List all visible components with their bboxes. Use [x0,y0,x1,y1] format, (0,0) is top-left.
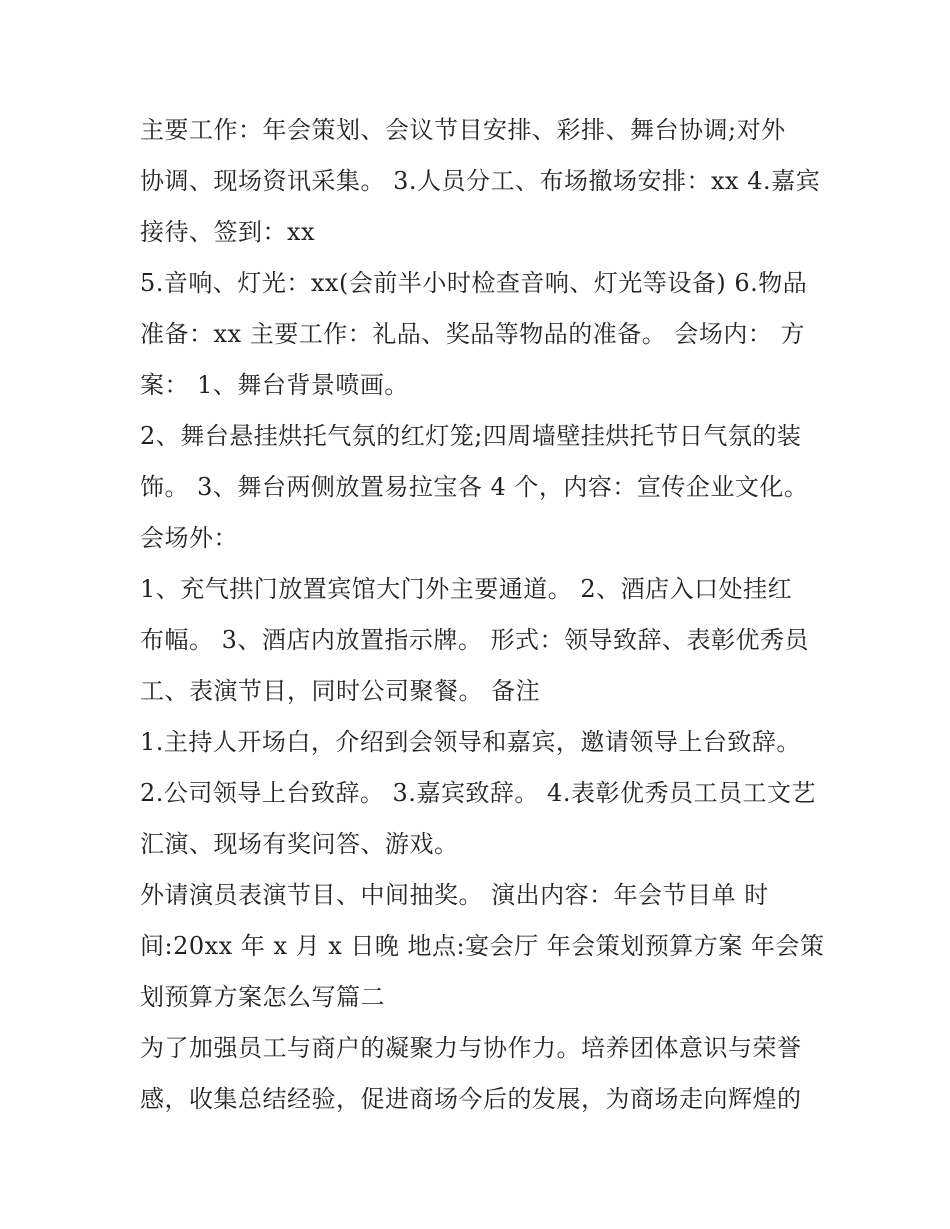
text-line: 外请演员表演节目、中间抽奖。 演出内容：年会节目单 时 [140,881,769,909]
text-line: 2、舞台悬挂烘托气氛的红灯笼;四周墙壁挂烘托节日气氛的装 [140,422,802,450]
text-line: 划预算方案怎么写篇二 [140,983,385,1011]
document-body [140,105,825,1125]
text-line: 为了加强员工与商户的凝聚力与协作力。培养团体意识与荣誉 [140,1034,802,1062]
text-line: 准备：xx 主要工作：礼品、奖品等物品的准备。 会场内： 方 [140,320,805,348]
text-line: 5.音响、灯光：xx(会前半小时检查音响、灯光等设备) 6.物品 [140,269,808,297]
text-line: 1、充气拱门放置宾馆大门外主要通道。 2、酒店入口处挂红 [140,575,793,603]
text-line: 饰。 3、舞台两侧放置易拉宝各 4 个，内容：宣传企业文化。 [140,473,809,501]
text-line: 工、表演节目，同时公司聚餐。 备注 [140,677,541,705]
text-line: 接待、签到：xx [140,218,316,246]
text-line: 主要工作：年会策划、会议节目安排、彩排、舞台协调;对外 [140,116,786,144]
text-line: 2.公司领导上台致辞。 3.嘉宾致辞。 4.表彰优秀员工员工文艺 [140,779,816,807]
text-line: 会场外： [140,524,238,552]
text-line: 协调、现场资讯采集。 3.人员分工、布场撤场安排：xx 4.嘉宾 [140,167,821,195]
text-line: 1.主持人开场白，介绍到会领导和嘉宾，邀请领导上台致辞。 [140,728,801,756]
text-line: 间:20xx 年 x 月 x 日晚 地点:宴会厅 年会策划预算方案 年会策 [140,932,825,960]
text-line: 布幅。 3、酒店内放置指示牌。 形式：领导致辞、表彰优秀员 [140,626,810,654]
text-line: 汇演、现场有奖问答、游戏。 [140,830,459,858]
text-line: 案： 1、舞台背景喷画。 [140,371,409,399]
text-line: 感，收集总结经验，促进商场今后的发展，为商场走向辉煌的 [140,1085,802,1113]
